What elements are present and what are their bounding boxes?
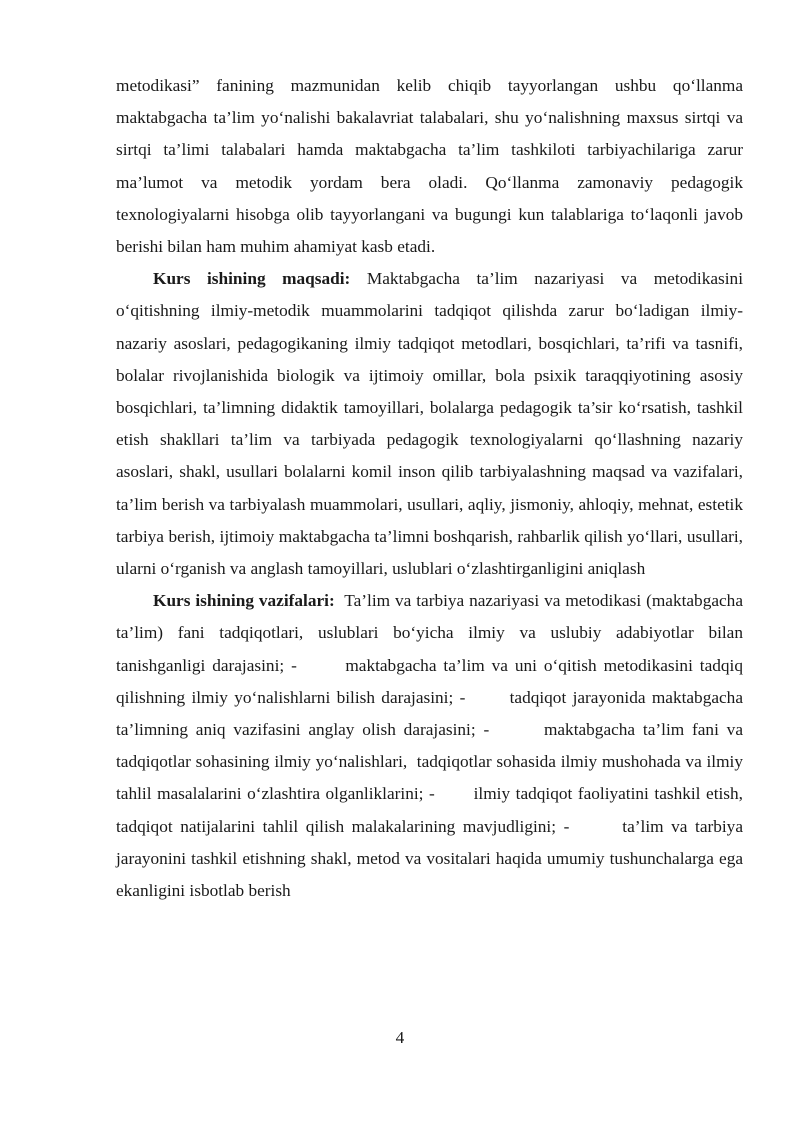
goal-heading: Kurs ishining maqsadi: bbox=[153, 269, 351, 289]
goal-paragraph bbox=[116, 263, 743, 585]
intro-paragraph bbox=[116, 70, 743, 263]
intro-text: metodikasi” fanining mazmunidan kelib chiqib tayyorlangan ushbu qo‘llanma maktabgacha ta’lim yo‘nalishi bakalavriat talabalari, shu yo‘nalishning maxsus sirtqi va sirtqi ta’limi talabalari hamda maktabgacha ta’lim tashkiloti tarbiyachilariga zarur ma’lumot va metodik yordam bera oladi. Qo‘llanma zamonaviy pedagogik texnologiyalarni hisobga olib tayyorlangani va bugungi kun talablariga to‘laqonli javob berishi bilan ham muhim ahamiyat kasb etadi. bbox=[116, 76, 743, 257]
tasks-heading: Kurs ishining vazifalari: bbox=[153, 591, 335, 611]
document-page bbox=[116, 70, 748, 907]
tasks-paragraph bbox=[116, 585, 748, 907]
goal-text: Maktabgacha ta’lim nazariyasi va metodikasini o‘qitishning ilmiy-metodik muammolarini tadqiqot qilishda zarur bo‘ladigan ilmiy-nazariy asoslari, pedagogikaning ilmiy tadqiqot metodlari, bosqichlari, ta’rifi va tasnifi, bolalar rivojlanishida biologik va ijtimoiy omillar, bola psixik taraqqiyotining asosiy bosqichlari, ta’limning didaktik tamoyillari, bolalarga pedagogik ta’sir ko‘rsatish, tashkil etish shakllari ta’lim va tarbiyada pedagogik texnologiyalarni qo‘llashning nazariy asoslari, shakl, usullari bolalarni komil inson qilib tarbiyalashning maqsad va vazifalari, ta’lim berish va tarbiyalash muammolari, usullari, aqliy, jismoniy, ahloqiy, mehnat, estetik tarbiya berish, ijtimoiy maktabgacha ta’limni boshqarish, rahbarlik qilish yo‘llari, usullari, ularni o‘rganish va anglash tamoyillari, uslublari o‘zlashtirganligini aniqlash bbox=[116, 269, 743, 579]
tasks-text: Ta’lim va tarbiya nazariyasi va metodikasi (maktabgacha ta’lim) fani tadqiqotlari, uslublari bo‘yicha ilmiy va uslubiy adabiyotlar bilan tanishganligi darajasini; - maktabgacha ta’lim va uni o‘qitish metodikasini tadqiq qilishning ilmiy yo‘nalishlarni bilish darajasini; - tadqiqot jarayonida maktabgacha ta’limning aniq vazifasini anglay olish darajasini; - maktabgacha ta’lim fani va tadqiqotlar sohasining ilmiy yo‘nalishlari, tadqiqotlar sohasida ilmiy mushohada va ilmiy tahlil masalalarini o‘zlashtira olganliklarini; - ilmiy tadqiqot faoliyatini tashkil etish, tadqiqot natijalarini tahlil qilish malakalarining mavjudligini; - ta’lim va tarbiya jarayonini tashkil etishning shakl, metod va vositalari haqida umumiy tushunchalarga ega ekanligini isbotlab berish bbox=[116, 591, 748, 901]
page-number: 4 bbox=[395, 1028, 405, 1047]
